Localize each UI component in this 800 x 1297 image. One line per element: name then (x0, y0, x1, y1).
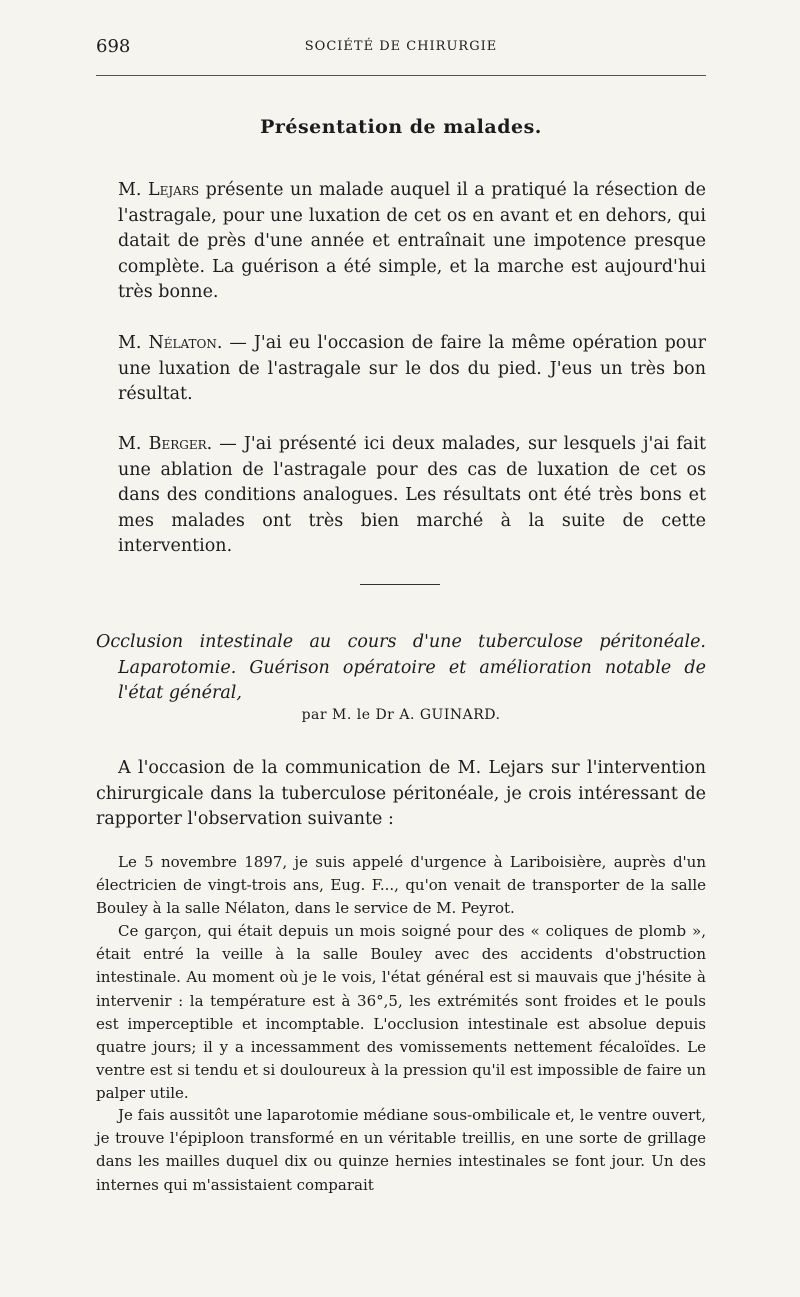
page-header (96, 36, 706, 60)
presentation-text: présente un malade auquel il a pratiqué la résection de l'astragale, pour une luxation de cet os en avant et en dehors, qui datait de près d'une année et entraînait une impotence presque complète. La guérison a été simple, et la marche est aujourd'hui très bonne. (118, 180, 706, 302)
presentation-prefix: M. (118, 434, 142, 454)
presentation-text: — J'ai eu l'occasion de faire la même opération pour une luxation de l'astragale sur le dos du pied. J'eus un très bon résultat. (118, 333, 706, 404)
running-title: SOCIÉTÉ DE CHIRURGIE (304, 39, 498, 54)
article-title (96, 630, 706, 707)
presentation-text: — J'ai présenté ici deux malades, sur lesquels j'ai fait une ablation de l'astragale pour des cas de luxation de cet os dans des conditions analogues. Les résultats ont été très bons et mes malades ont très bien marché à la suite de cette intervention. (118, 434, 706, 556)
presentation-lejars (118, 178, 706, 306)
presentation-speaker: Berger. (148, 434, 213, 454)
section-heading: Présentation de malades. (260, 116, 542, 138)
observation-paragraph-2: Ce garçon, qui était depuis un mois soigné pour des « coliques de plomb », était entré la veille à la salle Bouley avec des accidents d'obstruction intestinale. Au moment où je le vois, l'état général est si mauvais que j'hésite à intervenir : la température est à 36°,5, les extrémités sont froides et le pouls est imperceptible et incomptable. L'occlusion intestinale est absolue depuis quatre jours; il y a incessamment des vomissements nettement fécaloïdes. Le ventre est si tendu et si douloureux à la pression qu'il est impossible de faire un palper utile. (96, 922, 706, 1103)
presentation-speaker: Nélaton. (148, 333, 223, 353)
section-divider (360, 584, 440, 585)
page-number: 698 (96, 36, 131, 57)
presentation-prefix: M. (118, 180, 142, 200)
presentation-speaker: Lejars (147, 180, 200, 200)
presentation-berger (118, 432, 706, 560)
article-byline: par M. le Dr A. GUINARD. (301, 707, 501, 723)
presentation-nelaton (118, 331, 706, 408)
presentation-prefix: M. (118, 333, 142, 353)
header-rule (96, 75, 706, 76)
article-intro: A l'occasion de la communication de M. Lejars sur l'intervention chirurgicale dans la tuberculose péritonéale, je crois intéressant de rapporter l'observation suivante : (96, 758, 706, 829)
article-title-text: Occlusion intestinale au cours d'une tuberculose péritonéale. Laparotomie. Guérison opératoire et amélioration notable de l'état général, (96, 632, 706, 703)
observation-paragraph-1: Le 5 novembre 1897, je suis appelé d'urgence à Lariboisière, auprès d'un électricien de vingt-trois ans, Eug. F..., qu'on venait de transporter de la salle Bouley à la salle Nélaton, dans le service de M. Peyrot. (96, 853, 706, 918)
observation-paragraph-3: Je fais aussitôt une laparotomie médiane sous-ombilicale et, le ventre ouvert, je trouve l'épiploon transformé en un véritable treillis, en une sorte de grillage dans les mailles duquel dix ou quinze hernies intestinales se font jour. Un des internes qui m'assistaient comparait (96, 1106, 706, 1194)
